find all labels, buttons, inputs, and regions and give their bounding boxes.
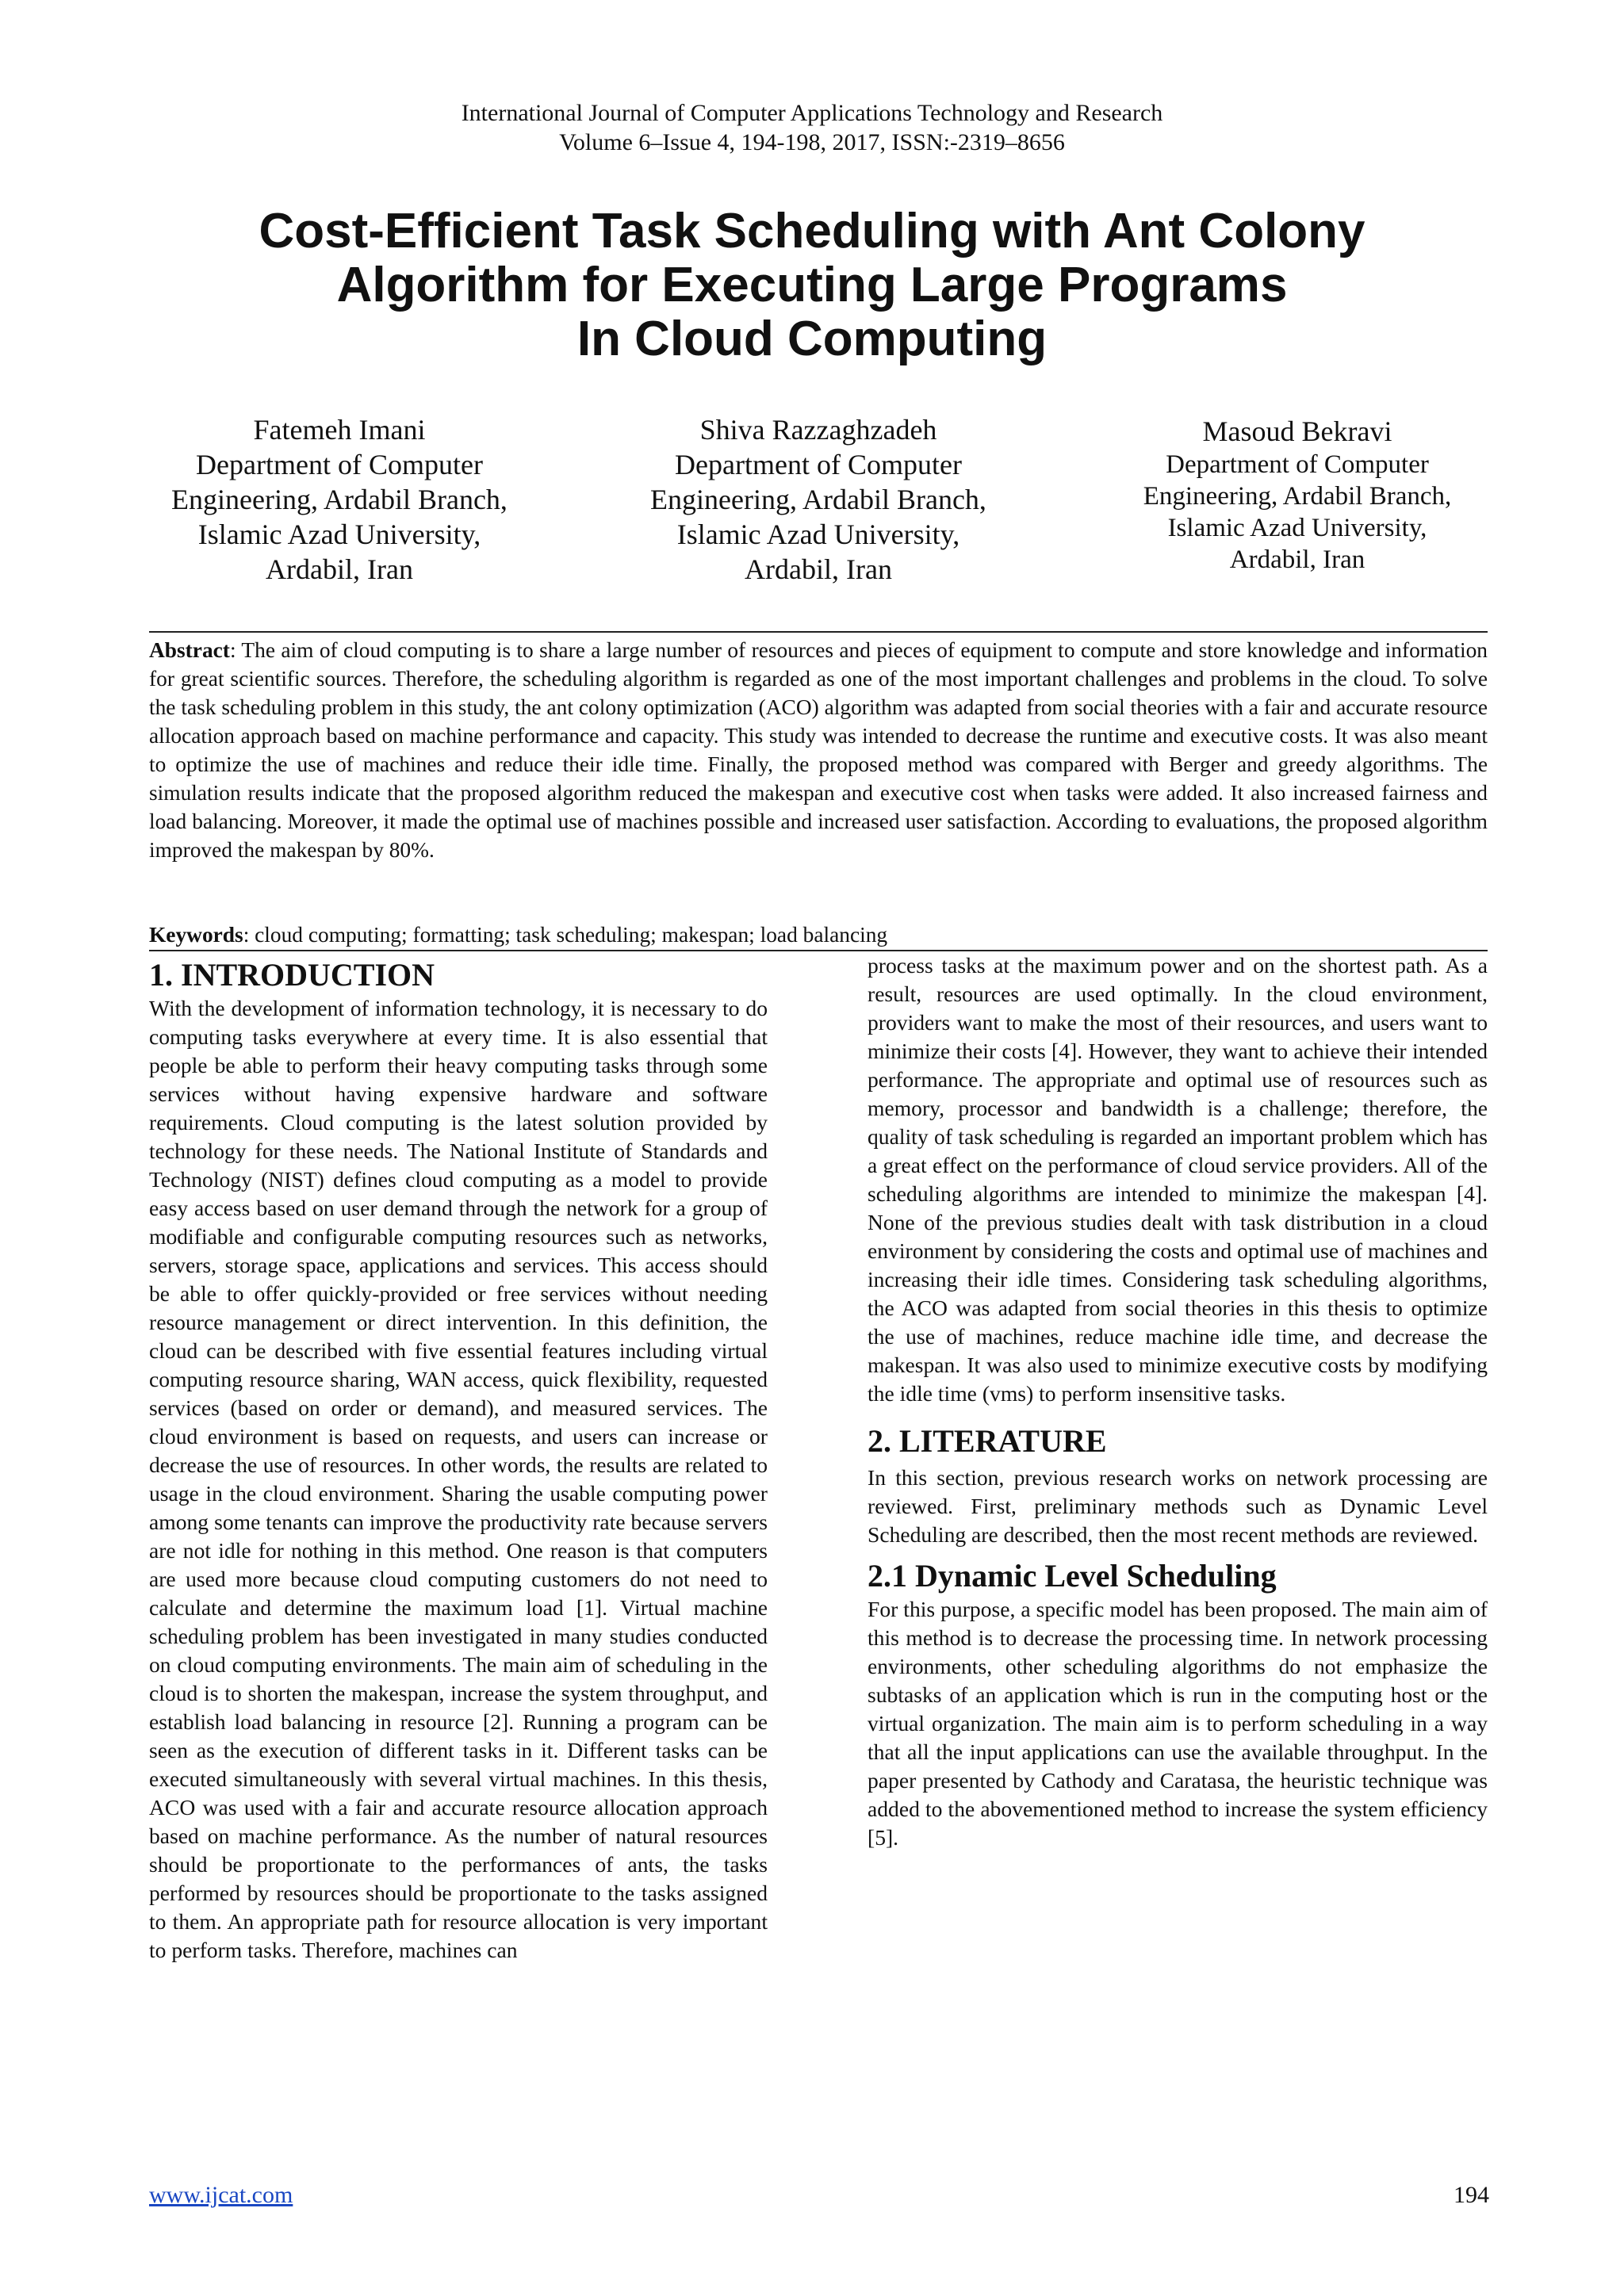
author-city: Ardabil, Iran (266, 553, 413, 585)
abstract-label: Abstract (149, 638, 230, 662)
keywords-text: : cloud computing; formatting; task scheduling; makespan; load balancing (243, 923, 888, 947)
abstract-top-rule (149, 631, 1488, 633)
author-department: Department of Computer (675, 449, 962, 480)
author-branch: Engineering, Ardabil Branch, (171, 484, 508, 515)
author-branch: Engineering, Ardabil Branch, (650, 484, 986, 515)
title-line-3: In Cloud Computing (576, 312, 1048, 366)
page-number: 194 (1454, 2182, 1489, 2208)
keywords-label: Keywords (149, 923, 243, 947)
author-name: Shiva Razzaghzadeh (699, 414, 937, 446)
author-block-3 (1075, 414, 1519, 576)
author-city: Ardabil, Iran (745, 553, 892, 585)
literature-paragraph: In this section, previous research works on network processing are reviewed. First, preliminary methods such as Dynamic Level Scheduling are described, then the most recent methods are reviewed. (868, 1465, 1488, 1547)
author-department: Department of Computer (196, 449, 483, 480)
paper-title (159, 205, 1465, 366)
title-line-1: Cost-Efficient Task Scheduling with Ant Colony (259, 204, 1365, 258)
abstract-text: : The aim of cloud computing is to share a large number of resources and pieces of equipment to compute and store knowledge and information for great scientific sources. Therefore, the scheduling algorithm is regarded as one of the most important challenges and problems in the cloud. To solve the task scheduling problem in this study, the ant colony optimization (ACO) algorithm was adapted from social theories with a fair and accurate resource allocation approach based on machine performance and capacity. This study was intended to decrease the runtime and executive costs. It was also meant to optimize the use of machines and reduce their idle time. Finally, the proposed method was compared with Berger and greedy algorithms. The simulation results indicate that the proposed algorithm reduced the makespan and executive cost when tasks were added. It also increased fairness and load balancing. Moreover, it made the optimal use of machines possible and increased user satisfaction. According to evaluations, the proposed algorithm improved the makespan by 80%. (149, 638, 1488, 862)
journal-name: International Journal of Computer Applications Technology and Research (461, 100, 1163, 126)
journal-header (0, 98, 1624, 157)
introduction-continued: process tasks at the maximum power and on the shortest path. As a result, resources are used optimally. In the cloud environment, providers want to make the most of their resources, and users want to minimize their costs [4]. However, they want to achieve their intended performance. The appropriate and optimal use of resources such as memory, processor and bandwidth is a challenge; therefore, the quality of task scheduling is regarded an important problem which has a great effect on the performance of cloud service providers. All of the scheduling algorithms are intended to minimize the makespan [4]. None of the previous studies dealt with task distribution in a cloud environment by considering the costs and optimal use of machines and increasing their idle times. Considering task scheduling algorithms, the ACO was adapted from social theories in this thesis to optimize the use of machines, reduce machine idle time, and decrease the makespan. It was also used to minimize executive costs by modifying the idle time (vms) to perform insensitive tasks. (868, 953, 1488, 1406)
author-university: Islamic Azad University, (676, 519, 960, 550)
title-line-2: Algorithm for Executing Large Programs (336, 258, 1288, 312)
author-branch: Engineering, Ardabil Branch, (1143, 482, 1452, 511)
left-column (149, 956, 768, 1965)
abstract (149, 636, 1488, 864)
journal-website-link[interactable]: www.ijcat.com (149, 2182, 293, 2208)
keywords (149, 920, 1488, 949)
introduction-heading: 1. INTRODUCTION (149, 957, 435, 993)
dynamic-level-scheduling-heading: 2.1 Dynamic Level Scheduling (868, 1558, 1277, 1594)
author-university: Islamic Azad University, (1167, 514, 1427, 542)
introduction-paragraph: With the development of information technology, it is necessary to do computing tasks everywhere at every time. It is also essential that people be able to perform their heavy computing tasks through some services without having expensive hardware and software requirements. Cloud computing is the latest solution provided by technology for these needs. The National Institute of Standards and Technology (NIST) defines cloud computing as a model to provide easy access based on user demand through the network for a group of modifiable and configurable computing resources such as networks, servers, storage space, applications and services. This access should be able to offer quickly-provided or free services without needing resource management or direct intervention. In this definition, the cloud can be described with five essential features including virtual computing resource sharing, WAN access, quick flexibility, requested services (based on order or demand), and measured services. The cloud environment is based on requests, and users can increase or decrease the use of resources. In other words, the results are related to usage in the cloud environment. Sharing the usable computing power among some tenants can improve the productivity rate because servers are not idle for nothing in this method. One reason is that computers are used more because cloud computing customers do not need to calculate and determine the maximum load [1]. Virtual machine scheduling problem has been investigated in many studies conducted on cloud computing environments. The main aim of scheduling in the cloud is to shorten the makespan, increase the system throughput, and establish load balancing in resource [2]. Running a program can be seen as the execution of different tasks in it. Different tasks can be executed simultaneously with several virtual machines. In this thesis, ACO was used with a fair and accurate resource allocation approach based on machine performance. As the number of natural resources should be proportionate to the performances of ants, the tasks performed by resources should be proportionate to the tasks assigned to them. An appropriate path for resource allocation is very important to perform tasks. Therefore, machines can (149, 996, 768, 1962)
author-block-1 (117, 412, 561, 587)
author-name: Masoud Bekravi (1202, 415, 1392, 447)
author-name: Fatemeh Imani (253, 414, 426, 446)
journal-volume: Volume 6–Issue 4, 194-198, 2017, ISSN:-2319–8656 (559, 129, 1065, 155)
literature-heading: 2. LITERATURE (868, 1423, 1107, 1459)
author-university: Islamic Azad University, (197, 519, 481, 550)
author-block-2 (596, 412, 1040, 587)
author-department: Department of Computer (1166, 450, 1429, 479)
author-city: Ardabil, Iran (1229, 545, 1365, 574)
dynamic-level-scheduling-paragraph: For this purpose, a specific model has been proposed. The main aim of this method is to decrease the processing time. In network processing environments, other scheduling algorithms do not emphasize the subtasks of an application which is run in the computing host or the virtual organization. The main aim is to perform scheduling in a way that all the input applications can use the available throughput. In the paper presented by Cathody and Caratasa, the heuristic technique was added to the abovementioned method to increase the system efficiency [5]. (868, 1597, 1488, 1850)
right-column (868, 951, 1488, 1852)
